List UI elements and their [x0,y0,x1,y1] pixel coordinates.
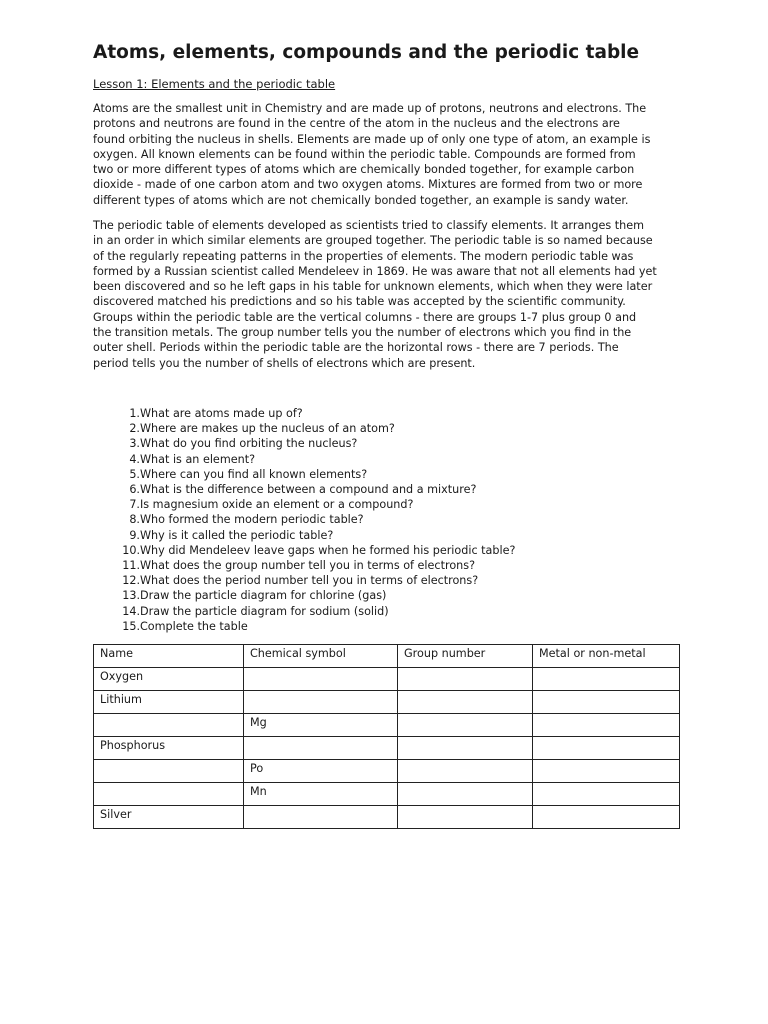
table-cell-symbol[interactable] [244,668,398,691]
table-cell-metal[interactable] [533,691,680,714]
question-text: Draw the particle diagram for sodium (solid) [140,604,389,618]
paragraph-line: in an order in which similar elements are grouped together. The periodic table is so named because [93,234,653,248]
table-cell-symbol[interactable] [244,737,398,760]
table-cell-name[interactable]: Silver [94,806,244,829]
question-text: Who formed the modern periodic table? [140,513,364,527]
question-number: 6. [129,483,140,497]
paragraph-line: The periodic table of elements developed as scientists tried to classify elements. It arranges them [93,219,645,232]
intro-paragraph-periodic-table [93,218,683,371]
table-cell-name[interactable] [94,783,244,806]
question-text: Is magnesium oxide an element or a compound? [140,498,414,512]
question-item [110,558,476,573]
question-text: Draw the particle diagram for chlorine (gas) [140,589,387,603]
paragraph-line: found orbiting the nucleus in shells. Elements are made up of only one type of atom, an example is [93,132,651,146]
table-row [94,806,680,829]
table-row [94,737,680,760]
question-item [110,497,414,512]
table-cell-metal[interactable] [533,737,680,760]
table-cell-symbol[interactable]: Po [244,760,398,783]
column-header-metal-or-non-metal: Metal or non-metal [533,645,680,668]
question-item [110,543,516,558]
question-number: 8. [129,513,140,527]
question-text: What does the period number tell you in terms of electrons? [140,574,479,588]
table-header-row [94,645,680,668]
question-text: What are atoms made up of? [140,407,303,420]
paragraph-line: period tells you the number of shells of electrons which are present. [93,356,476,370]
paragraph-line: been discovered and so he left gaps in his table for unknown elements, which when they were later [93,280,653,294]
paragraph-line: the transition metals. The group number tells you the number of electrons which you find in the [93,326,632,340]
question-text: What do you find orbiting the nucleus? [140,437,358,451]
question-item [110,467,368,482]
paragraph-line: protons and neutrons are found in the centre of the atom in the nucleus and the electrons are [93,117,620,131]
table-cell-metal[interactable] [533,668,680,691]
question-item [110,604,389,619]
page-title: Atoms, elements, compounds and the periodic table [93,42,640,63]
question-number: 14. [122,604,140,618]
question-number: 5. [129,467,140,481]
question-text: What is the difference between a compound and a mixture? [140,483,477,497]
question-number: 4. [129,452,140,466]
table-cell-group[interactable] [398,760,533,783]
table-cell-symbol[interactable]: Mg [244,714,398,737]
question-number: 11. [122,559,140,573]
paragraph-line: different types of atoms which are not chemically bonded together, an example is sandy water. [93,193,629,207]
paragraph-line: two or more different types of atoms which are chemically bonded together, for example carbon [93,163,635,177]
table-cell-metal[interactable] [533,760,680,783]
table-cell-metal[interactable] [533,806,680,829]
question-item [110,528,334,543]
table-row [94,691,680,714]
paragraph-line: discovered matched his predictions and so his table was accepted by the scientific community. [93,295,626,309]
question-item [110,588,387,603]
table-row [94,783,680,806]
paragraph-line: dioxide - made of one carbon atom and two oxygen atoms. Mixtures are formed from two or more [93,178,643,192]
question-item [110,573,479,588]
elements-table [93,644,680,829]
question-number: 10. [122,543,140,557]
question-item [110,436,358,451]
question-number: 2. [129,422,140,436]
table-cell-symbol[interactable] [244,806,398,829]
lesson-heading: Lesson 1: Elements and the periodic table [93,77,336,91]
question-number: 9. [129,528,140,542]
question-number: 7. [129,498,140,512]
paragraph-line: Groups within the periodic table are the vertical columns - there are groups 1-7 plus group 0 and [93,310,637,324]
question-text: Where are makes up the nucleus of an atom? [140,422,395,436]
table-cell-name[interactable]: Oxygen [94,668,244,691]
table-cell-name[interactable] [94,760,244,783]
table-cell-group[interactable] [398,783,533,806]
table-cell-name[interactable]: Lithium [94,691,244,714]
column-header-chemical-symbol: Chemical symbol [244,645,398,668]
table-cell-symbol[interactable] [244,691,398,714]
question-number: 1. [129,407,140,420]
table-cell-group[interactable] [398,806,533,829]
question-text: What does the group number tell you in terms of electrons? [140,559,476,573]
question-item [110,619,248,634]
table-cell-name[interactable]: Phosphorus [94,737,244,760]
intro-paragraph-atoms [93,101,683,208]
paragraph-line: formed by a Russian scientist called Mendeleev in 1869. He was aware that not all elements had yet [93,264,657,278]
question-item [110,421,395,436]
paragraph-line: outer shell. Periods within the periodic table are the horizontal rows - there are 7 periods. The [93,341,619,355]
question-text: What is an element? [140,452,256,466]
table-cell-name[interactable] [94,714,244,737]
table-cell-metal[interactable] [533,714,680,737]
paragraph-line: of the regularly repeating patterns in the properties of elements. The modern periodic table was [93,249,634,263]
question-number: 13. [122,589,140,603]
question-text: Why did Mendeleev leave gaps when he formed his periodic table? [140,543,516,557]
table-cell-group[interactable] [398,714,533,737]
question-item [110,406,303,421]
question-number: 15. [122,619,140,633]
question-number: 3. [129,437,140,451]
question-text: Where can you find all known elements? [140,467,368,481]
table-cell-group[interactable] [398,668,533,691]
table-row [94,714,680,737]
table-row [94,668,680,691]
question-text: Complete the table [140,619,248,633]
paragraph-line: oxygen. All known elements can be found within the periodic table. Compounds are formed from [93,147,636,161]
column-header-name: Name [94,645,244,668]
question-number: 12. [122,574,140,588]
question-text: Why is it called the periodic table? [140,528,334,542]
table-cell-metal[interactable] [533,783,680,806]
table-row [94,760,680,783]
table-cell-symbol[interactable]: Mn [244,783,398,806]
question-list [110,406,516,634]
column-header-group-number: Group number [398,645,533,668]
question-item [110,482,477,497]
question-item [110,512,364,527]
paragraph-line: Atoms are the smallest unit in Chemistry and are made up of protons, neutrons and electrons. The [93,102,647,115]
question-item [110,452,256,467]
table-cell-group[interactable] [398,691,533,714]
table-cell-group[interactable] [398,737,533,760]
